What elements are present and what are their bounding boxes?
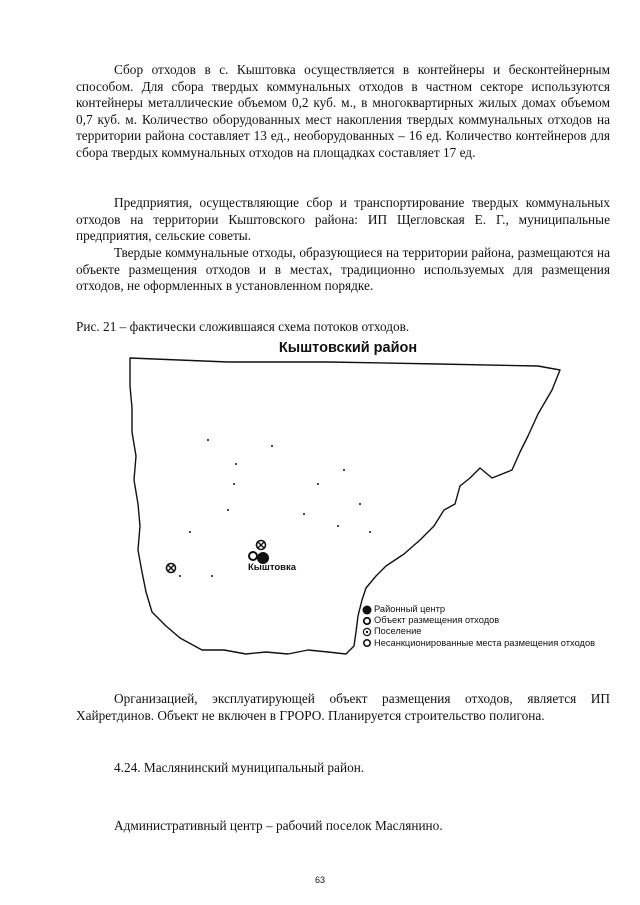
- legend-label: Несанкционированные места размещения отходов: [374, 637, 596, 648]
- legend-label: Районный центр: [374, 604, 446, 614]
- settlement-dot: [233, 483, 235, 485]
- legend-label: Объект размещения отходов: [374, 615, 500, 626]
- settlement-dot: [207, 439, 209, 441]
- legend-item-settlement: [360, 626, 610, 637]
- settlement-dot: [343, 469, 345, 471]
- paragraph-waste-collection: Сбор отходов в с. Кыштовка осуществляется в контейнеры и бесконтейнерным способом. Для сбора твердых коммунальных отходов в частном секторе используются контейнеры металлические объемом 0,2 куб. м., в многоквартирных жилых домах объемом 0,7 куб. м. Количество оборудованных мест накопления твердых коммунальных отходов на территории района составляет 13 ед., необорудованных – 16 ед. Количество контейнеров для сбора твердых коммунальных отходов на площадках составляет 17 ед.: [76, 62, 610, 160]
- settlement-dot: [271, 445, 273, 447]
- waste-site-icon: [360, 615, 374, 626]
- unsanctioned-site-icon: [360, 638, 374, 649]
- legend-item-waste-site: [360, 615, 610, 626]
- legend-item-district-centre: [360, 604, 610, 615]
- settlement-dot: [227, 509, 229, 511]
- page-number: 63: [314, 875, 325, 885]
- settlement-dot: [179, 575, 181, 577]
- section-heading-maslyaninsky: 4.24. Маслянинский муниципальный район.: [114, 760, 365, 775]
- district-map-figure: [108, 336, 608, 686]
- paragraph-admin-centre: Административный центр – рабочий поселок Маслянино.: [114, 818, 443, 833]
- legend-item-unsanctioned-site: [360, 638, 610, 649]
- settlement-dot: [337, 525, 339, 527]
- figure-caption: Рис. 21 – фактически сложившаяся схема потоков отходов.: [76, 319, 410, 334]
- town-label-kyshtovka: Кыштовка: [248, 562, 297, 573]
- settlement-dot: [303, 513, 305, 515]
- settlement-dots: [179, 439, 371, 577]
- paragraph-disposal: Твердые коммунальные отходы, образующиеся на территории района, размещаются на объекте размещения отходов и в местах, традиционно используемых для размещения отходов, не оформленных в установленном порядке.: [76, 245, 610, 294]
- settlement-dot: [235, 463, 237, 465]
- settlement-dot: [369, 531, 371, 533]
- paragraph-enterprises: Предприятия, осуществляющие сбор и транспортирование твердых коммунальных отходов на территории Кыштовского района: ИП Щегловская Е. Г., муниципальные предприятия, сельские советы.: [76, 195, 610, 244]
- settlement-icon: [360, 626, 374, 637]
- waste-site-marker: [249, 552, 257, 560]
- legend-label: Поселение: [374, 626, 422, 637]
- map-title: Кыштовский район: [278, 340, 418, 356]
- map-legend: [360, 604, 610, 649]
- settlement-dot: [359, 503, 361, 505]
- filled-circle-icon: [360, 604, 374, 615]
- settlement-dot: [211, 575, 213, 577]
- paragraph-operator: Организацией, эксплуатирующей объект размещения отходов, является ИП Хайретдинов. Объект не включен в ГРОРО. Планируется строительство полигона.: [76, 691, 610, 723]
- settlement-dot: [317, 483, 319, 485]
- settlement-dot: [189, 531, 191, 533]
